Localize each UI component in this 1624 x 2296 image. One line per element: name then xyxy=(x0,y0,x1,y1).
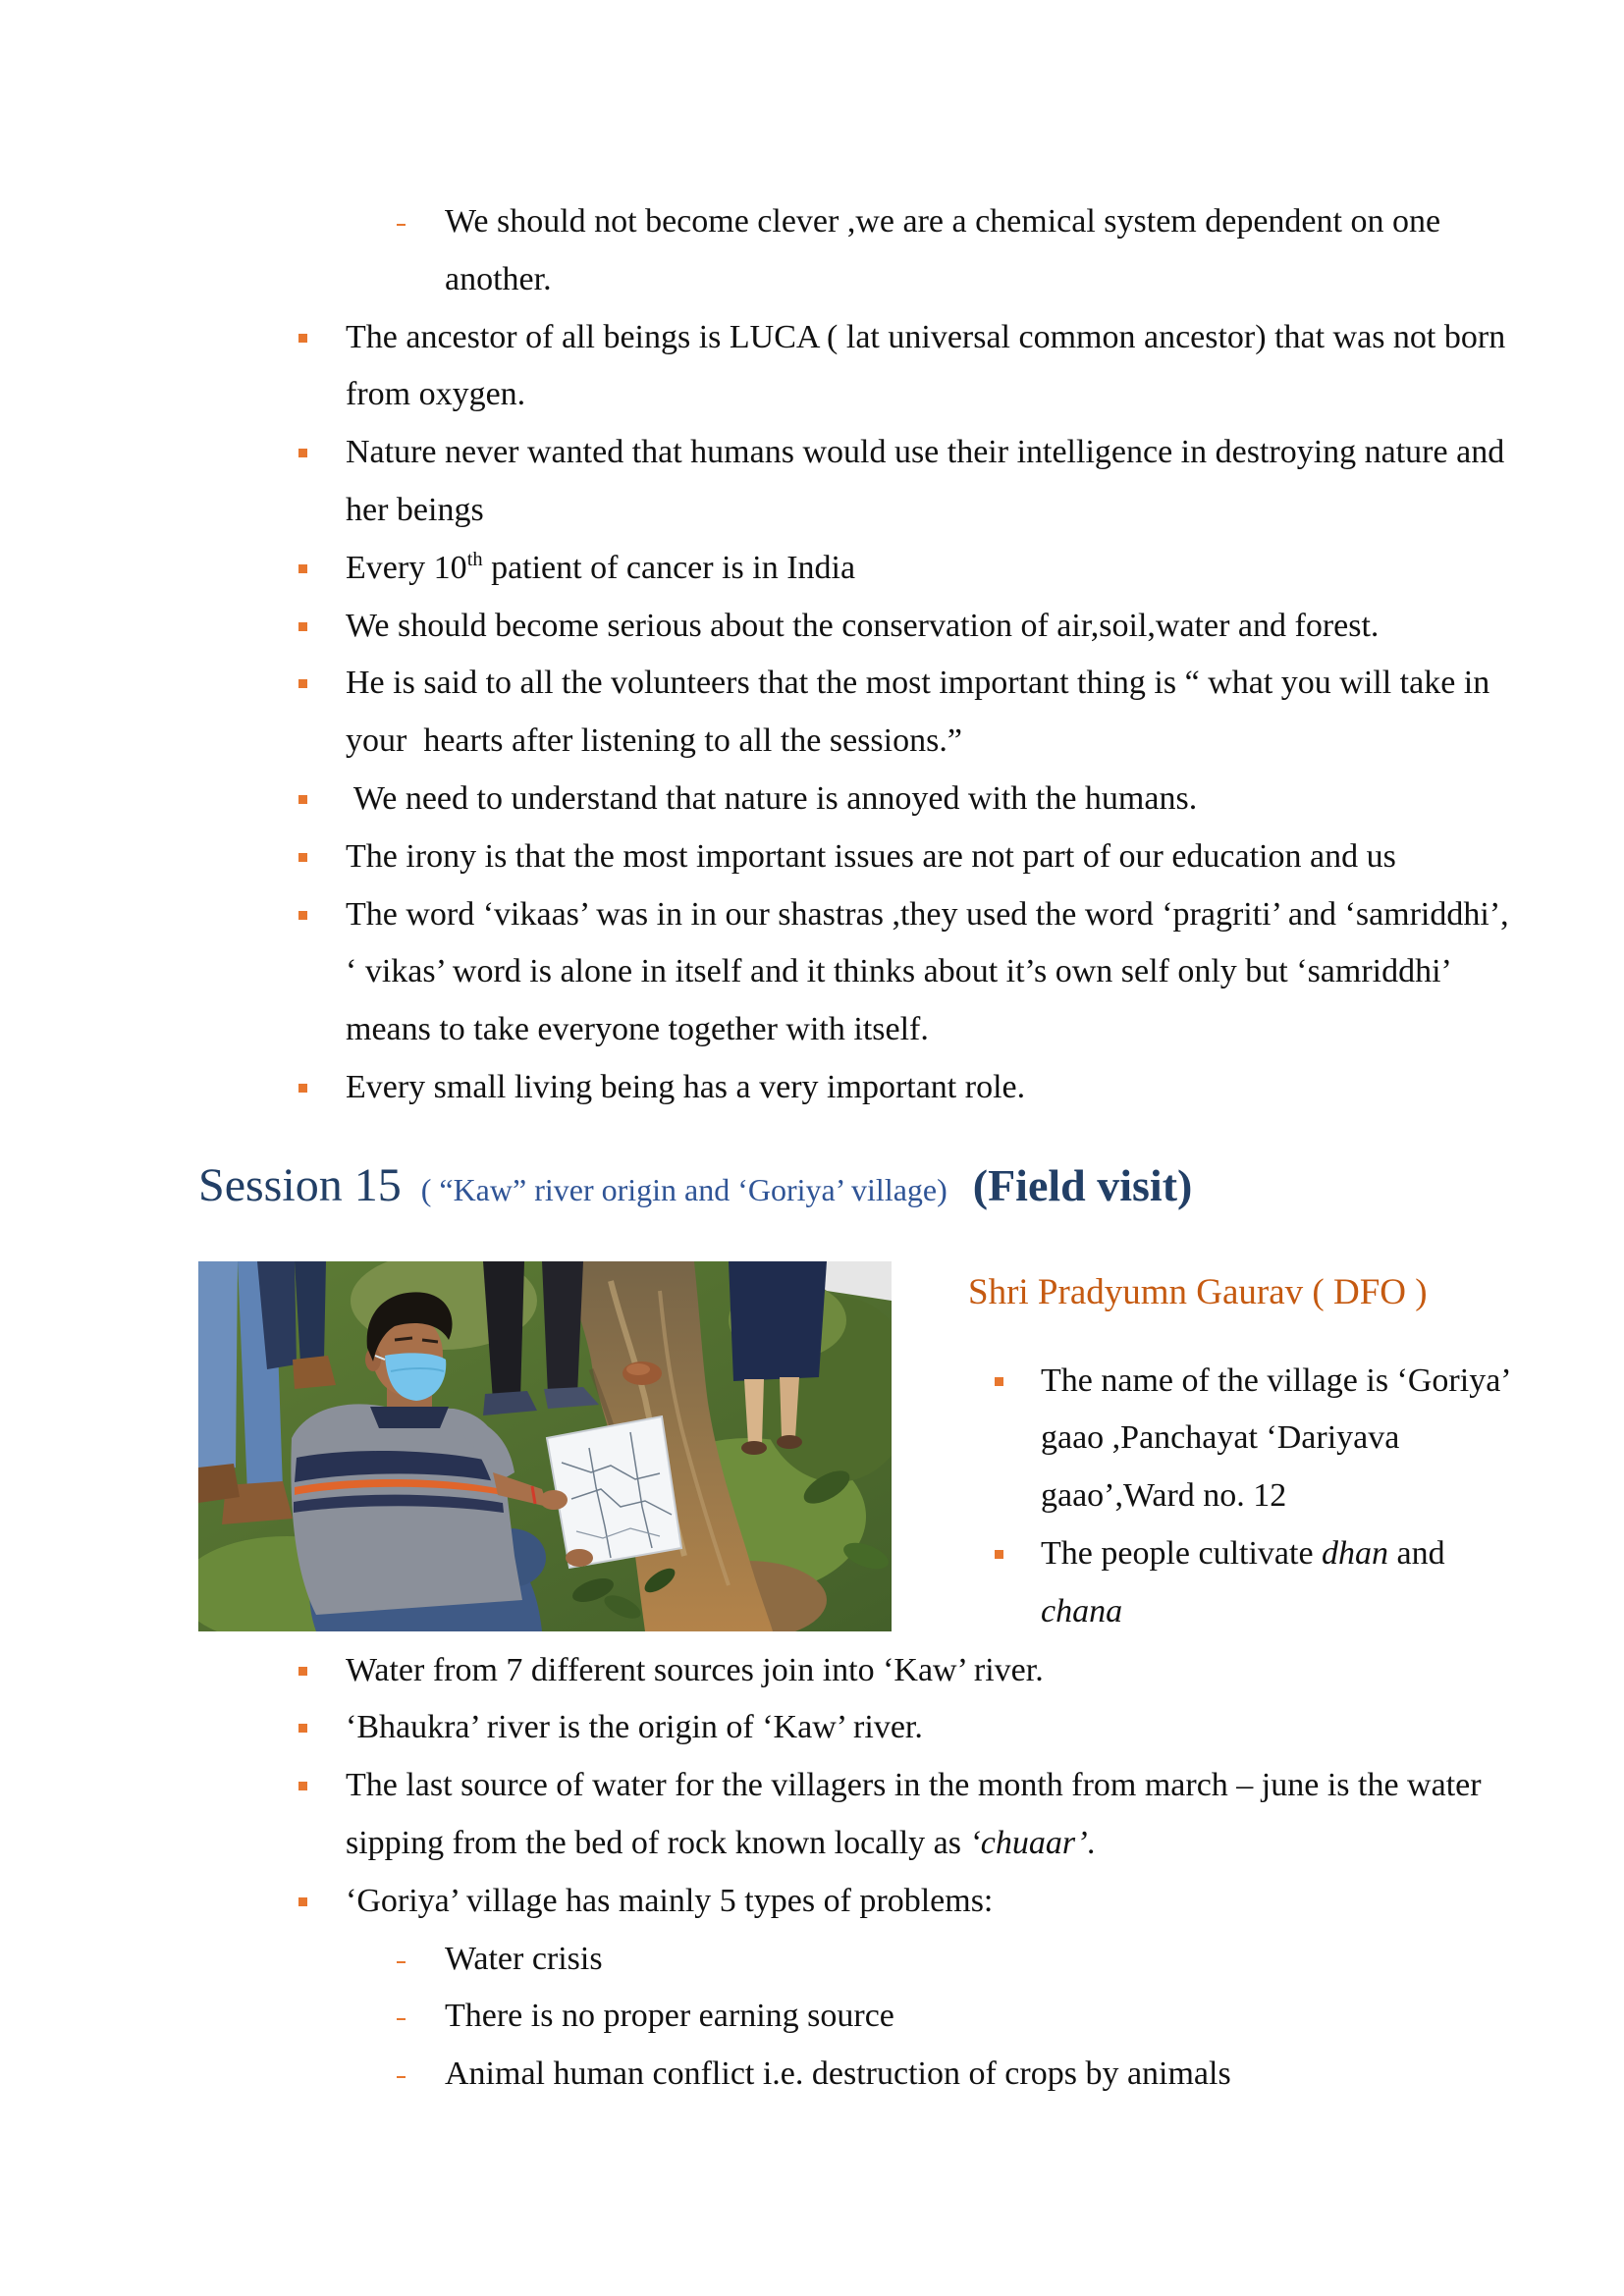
bullet-item xyxy=(346,655,1509,771)
bullet-item xyxy=(346,1873,1482,1931)
bullet-line: from oxygen. xyxy=(346,376,526,413)
sub-bullet-item xyxy=(346,1988,1482,2046)
square-bullet-icon xyxy=(995,1550,1003,1559)
bullet-line: The irony is that the most important issues are not part of our education and us xyxy=(346,837,1396,875)
bullet-line: The ancestor of all beings is LUCA ( lat universal common ancestor) that was not born xyxy=(346,318,1506,355)
square-bullet-icon xyxy=(298,1724,307,1733)
bullet-line: gaao’,Ward no. 12 xyxy=(1041,1477,1287,1515)
square-bullet-icon xyxy=(298,1897,307,1906)
square-bullet-icon xyxy=(298,1782,307,1790)
bullet-line: We should become serious about the conservation of air,soil,water and forest. xyxy=(346,607,1380,644)
sub-bullet-item xyxy=(346,1931,1482,1989)
superscript-text: th xyxy=(466,549,483,571)
line-text: and xyxy=(1388,1534,1445,1572)
bottom-bullet-list xyxy=(346,1642,1482,2104)
bullet-line: means to take everyone together with itself. xyxy=(346,1011,929,1048)
bullet-line xyxy=(346,540,1509,598)
top-bullet-list xyxy=(346,193,1509,1117)
bullet-line: We need to understand that nature is annoyed with the humans. xyxy=(346,779,1198,817)
bullet-item xyxy=(1041,1353,1512,1525)
bullet-line: The name of the village is ‘Goriya’ xyxy=(1041,1362,1512,1399)
bullet-item xyxy=(346,1699,1482,1757)
line-text: The people cultivate xyxy=(1041,1534,1323,1572)
bullet-line xyxy=(1041,1525,1512,1583)
square-bullet-icon xyxy=(298,911,307,920)
bullet-line: There is no proper earning source xyxy=(445,1998,894,2035)
bullet-item xyxy=(346,424,1509,540)
bullet-line: ‘Bhaukra’ river is the origin of ‘Kaw’ river. xyxy=(346,1709,923,1746)
bullet-line: Every small living being has a very important role. xyxy=(346,1068,1026,1105)
square-bullet-icon xyxy=(298,795,307,804)
sub-bullet-item xyxy=(346,193,1509,309)
bullet-line: Water from 7 different sources join into ‘Kaw’ river. xyxy=(346,1651,1044,1688)
square-bullet-icon xyxy=(298,1667,307,1676)
session-heading xyxy=(198,1156,1192,1215)
bullet-line: We should not become clever ,we are a chemical system dependent on one xyxy=(445,203,1441,240)
bullet-item xyxy=(346,886,1509,1059)
bullet-line: another. xyxy=(445,260,552,297)
bullet-line: ‘Goriya’ village has mainly 5 types of problems: xyxy=(346,1882,994,1919)
dash-bullet-icon xyxy=(397,1961,406,1963)
sub-bullet-item xyxy=(346,2046,1482,2104)
bullet-item xyxy=(346,1642,1482,1700)
square-bullet-icon xyxy=(298,334,307,343)
bullet-item xyxy=(346,1757,1482,1873)
square-bullet-icon xyxy=(298,853,307,862)
bullet-line: your hearts after listening to all the sessions.” xyxy=(346,722,962,760)
bullet-item xyxy=(346,828,1509,886)
square-bullet-icon xyxy=(298,622,307,631)
bullet-line xyxy=(1041,1583,1512,1641)
bullet-line: gaao ,Panchayat ‘Dariyava xyxy=(1041,1419,1400,1457)
bullet-line: He is said to all the volunteers that the most important thing is “ what you will take in xyxy=(346,665,1490,702)
italic-term: dhan xyxy=(1322,1534,1389,1572)
bullet-item xyxy=(346,1059,1509,1117)
bullet-line: Animal human conflict i.e. destruction of crops by animals xyxy=(445,2056,1231,2093)
session-title: Session 15 xyxy=(198,1159,402,1211)
bullet-line: ‘ vikas’ word is alone in itself and it thinks about it’s own self only but ‘samriddhi’ xyxy=(346,953,1452,990)
bullet-line: The last source of water for the villagers in the month from march – june is the water xyxy=(346,1767,1482,1804)
bullet-item xyxy=(346,771,1509,828)
bullet-line: The word ‘vikaas’ was in in our shastras ,they used the word ‘pragriti’ and ‘samriddhi’, xyxy=(346,895,1509,933)
line-text: patient of cancer is in India xyxy=(482,549,856,586)
square-bullet-icon xyxy=(298,1084,307,1093)
speaker-name: Shri Pradyumn Gaurav ( DFO ) xyxy=(968,1272,1428,1312)
field-visit-photo xyxy=(198,1261,892,1631)
bullet-line: Water crisis xyxy=(445,1940,603,1977)
italic-term: chana xyxy=(1041,1592,1123,1629)
bullet-line: her beings xyxy=(346,491,484,528)
square-bullet-icon xyxy=(298,564,307,573)
session-tag: (Field visit) xyxy=(972,1160,1193,1210)
bullet-item xyxy=(346,309,1509,425)
dash-bullet-icon xyxy=(397,2018,406,2020)
dash-bullet-icon xyxy=(397,2076,406,2078)
square-bullet-icon xyxy=(995,1377,1003,1386)
square-bullet-icon xyxy=(298,449,307,457)
dash-bullet-icon xyxy=(397,224,406,226)
bullet-item xyxy=(346,598,1509,656)
speaker-bullet-list xyxy=(1041,1353,1512,1641)
line-text: Every 10 xyxy=(346,549,467,586)
italic-term: ‘chuaar’. xyxy=(969,1824,1097,1861)
square-bullet-icon xyxy=(298,679,307,688)
bullet-line: Nature never wanted that humans would use their intelligence in destroying nature and xyxy=(346,434,1505,471)
line-text: sipping from the bed of rock known locally as xyxy=(346,1824,970,1861)
session-subtitle: ( “Kaw” river origin and ‘Goriya’ village) xyxy=(420,1172,947,1207)
bullet-line xyxy=(346,1815,1482,1873)
bullet-item xyxy=(1041,1525,1512,1641)
bullet-item xyxy=(346,540,1509,598)
